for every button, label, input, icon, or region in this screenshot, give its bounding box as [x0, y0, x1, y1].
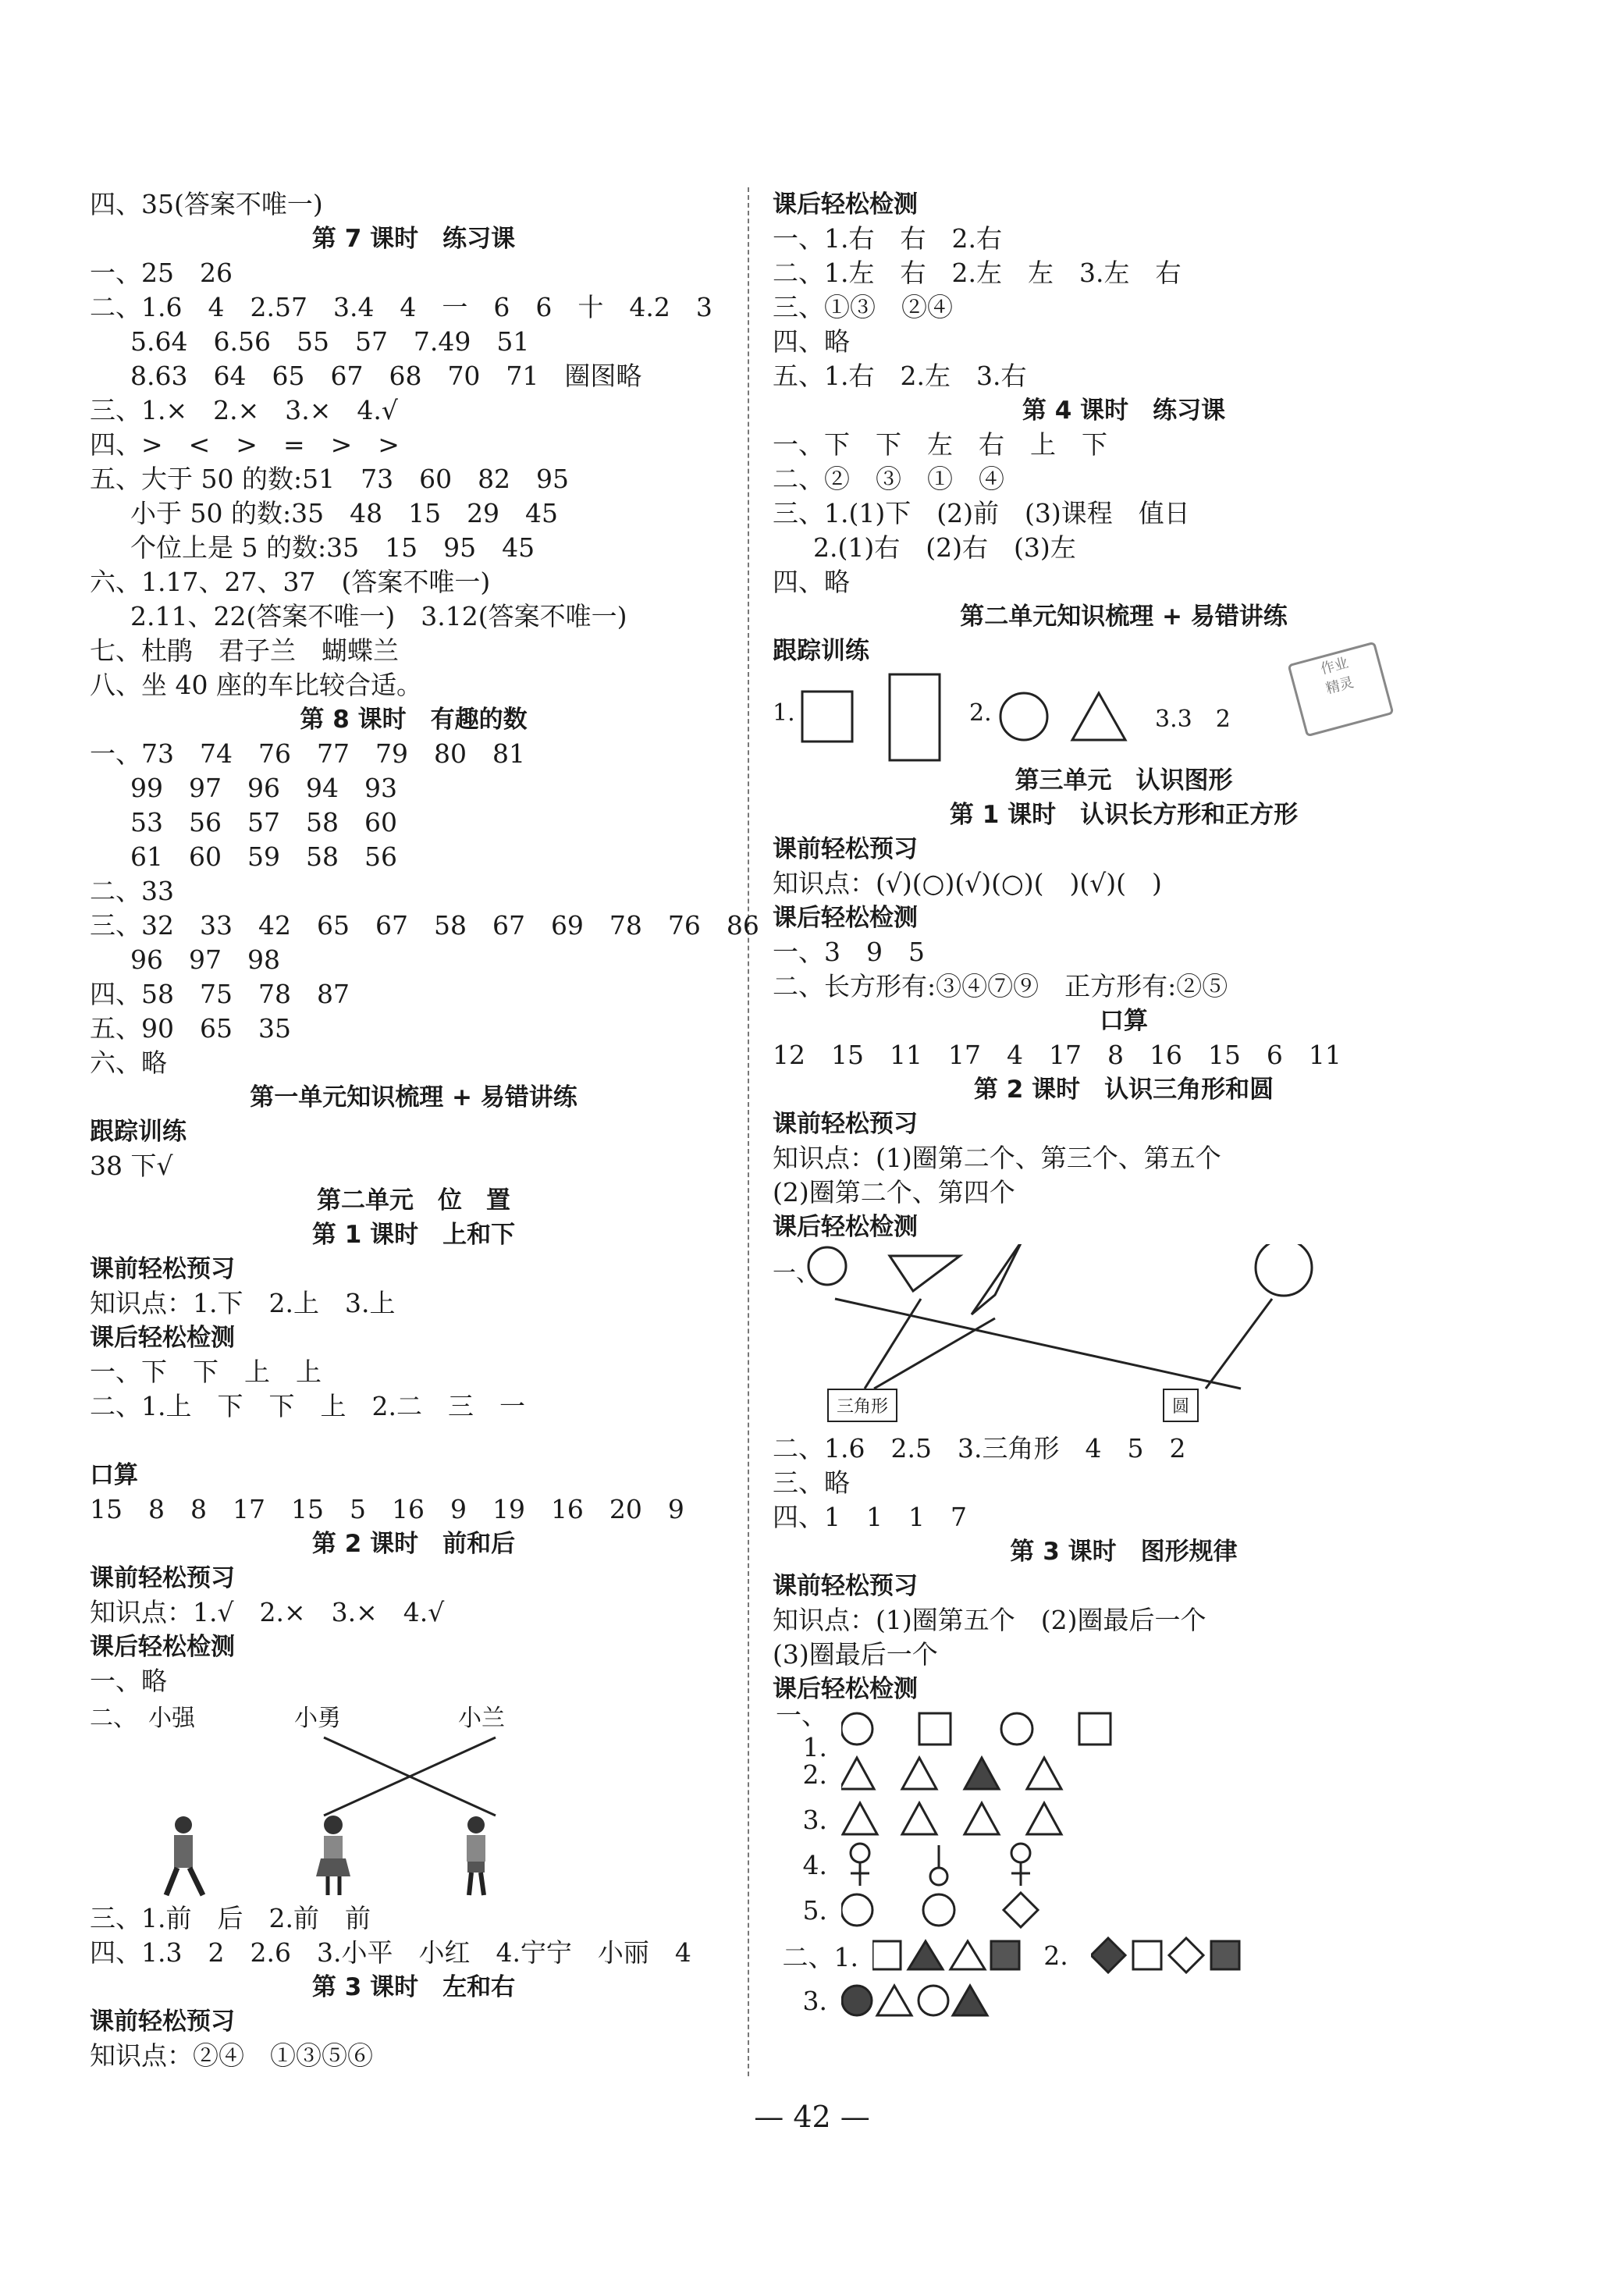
left-line-33: 课后轻松检测: [90, 1324, 235, 1352]
matching-figure: [773, 1244, 1475, 1432]
right2-line-8: 12 15 11 17 4 17 8 16 15 6 11: [773, 1040, 1341, 1070]
left_after-line-4: 知识点：②④ ①③⑤⑥: [90, 2040, 373, 2071]
rectangle-shape: [890, 674, 940, 760]
column-divider: [748, 187, 749, 2076]
right2-line-11: 知识点：(1)圈第二个、第三个、第五个: [773, 1143, 1221, 1173]
child-figure-3: [467, 1816, 485, 1895]
name-xiaolan: 小兰: [458, 1705, 505, 1732]
child-figure-1: [166, 1816, 203, 1895]
tracking-svg: [773, 668, 1475, 763]
right2-line-0: 第三单元 认识图形: [1015, 766, 1233, 795]
right-line-0: 课后轻松检测: [773, 190, 918, 219]
left-line-25: 六、略: [90, 1047, 167, 1078]
connect-line-3: [874, 1318, 995, 1389]
right2-line-5: 一、3 9 5: [773, 937, 925, 967]
right2-line-9: 第 2 课时 认识三角形和圆: [973, 1076, 1274, 1104]
left-after-lines: [90, 1901, 737, 2073]
right-line-2: 二、1.左 右 2.左 左 3.左 右: [773, 258, 1182, 288]
match-prefix: 一、: [773, 1260, 819, 1287]
right2-line-7: 口算: [1100, 1007, 1148, 1035]
right-line-5: 五、1.右 2.左 3.右: [773, 361, 1027, 391]
left-line-40: 课前轻松预习: [90, 1564, 235, 1592]
left_after-line-3: 课前轻松预习: [90, 2008, 235, 2036]
row-label-2: 2.: [1043, 1940, 1068, 1971]
pattern-row-1: [773, 1700, 1475, 1762]
name-xiaoqiang: 小强: [148, 1705, 195, 1732]
row-label: 3.: [802, 1804, 827, 1835]
right3-line-3: 第 3 课时 图形规律: [1010, 1538, 1238, 1566]
left-line-9: 小于 50 的数:35 48 15 29 45: [130, 498, 559, 528]
right3-line-6: (3)圈最后一个: [773, 1639, 938, 1670]
tracking-figure: [773, 668, 1475, 763]
row-label: 二、1.: [782, 1941, 858, 1972]
child-figure-2: [316, 1816, 350, 1895]
left-line-37: 口算: [90, 1461, 138, 1489]
match-triangle-1: [890, 1256, 960, 1291]
triangle-box: 三角形: [827, 1389, 897, 1422]
left-line-11: 六、1.17、27、37 (答案不唯一): [90, 567, 491, 597]
pattern-shapes-5: [841, 1890, 1169, 1929]
square-shape: [802, 692, 852, 742]
left-line-20: 二、33: [90, 876, 174, 906]
tracking-item-2: 2.: [969, 699, 992, 727]
right2-line-10: 课前轻松预习: [773, 1110, 918, 1138]
left-line-27: 跟踪训练: [90, 1118, 187, 1146]
row-label: 3.: [802, 1985, 827, 2016]
right3-line-1: 三、略: [773, 1467, 850, 1498]
stamp-text-2: 精灵: [1324, 674, 1356, 698]
figure-prefix: 二、: [90, 1705, 137, 1732]
left-line-36: [90, 1424, 737, 1458]
left-line-30: 第 1 课时 上和下: [311, 1221, 516, 1249]
right-lines-3: [773, 1432, 1475, 1706]
left-line-43: 一、略: [90, 1666, 167, 1696]
right-column: [773, 187, 1475, 2023]
left_after-line-0: 三、1.前 后 2.前 前: [90, 1903, 371, 1933]
row-label: 一、1.: [776, 1700, 827, 1762]
left-line-22: 96 97 98: [130, 944, 280, 975]
right-lines-1: [773, 187, 1475, 668]
right-line-8: 二、② ③ ① ④: [773, 464, 1004, 494]
right2-line-1: 第 1 课时 认识长方形和正方形: [949, 801, 1299, 829]
match-triangle-2: [972, 1244, 1022, 1314]
left-line-2: 一、25 26: [90, 258, 233, 288]
left-line-42: 课后轻松检测: [90, 1633, 235, 1661]
pattern-row-4: [773, 1842, 1475, 1887]
pattern-row-6: [773, 1933, 1475, 1978]
left_after-line-2: 第 3 课时 左和右: [311, 1973, 516, 2001]
left-line-29: 第二单元 位 置: [317, 1186, 510, 1215]
left-line-10: 个位上是 5 的数:35 15 95 45: [130, 532, 535, 563]
name-xiaoyong: 小勇: [294, 1705, 341, 1732]
right-line-7: 一、下 下 左 右 上 下: [773, 429, 1107, 460]
pattern-row-3: [773, 1797, 1475, 1842]
right3-line-2: 四、1 1 1 7: [773, 1502, 967, 1532]
left-line-28: 38 下√: [90, 1151, 173, 1181]
right-line-10: 2.(1)右 (2)右 (3)左: [813, 532, 1076, 563]
left-line-41: 知识点：1.√ 2.× 3.× 4.√: [90, 1597, 445, 1627]
left-line-26: 第一单元知识梳理 + 易错讲练: [250, 1083, 577, 1111]
connect-line-4: [1206, 1299, 1272, 1389]
left-line-4: 5.64 6.56 55 57 7.49 51: [130, 326, 530, 357]
left-line-19: 61 60 59 58 56: [130, 841, 397, 872]
left_after-line-1: 四、1.3 2 2.6 3.小平 小红 4.宁宁 小丽 4: [90, 1937, 691, 1968]
pattern-shapes-7: [841, 1981, 997, 2020]
left-line-1: 第 7 课时 练习课: [311, 225, 516, 253]
right3-line-5: 知识点：(1)圈第五个 (2)圈最后一个: [773, 1605, 1206, 1635]
left-line-39: 第 2 课时 前和后: [311, 1530, 516, 1558]
pattern-shapes-1: [841, 1709, 1169, 1748]
left-line-23: 四、58 75 78 87: [90, 979, 350, 1009]
right2-line-4: 课后轻松检测: [773, 904, 918, 932]
tracking-item-3: 3.3 2: [1155, 706, 1231, 733]
left-line-35: 二、1.上 下 下 上 2.二 三 一: [90, 1391, 525, 1421]
right2-line-3: 知识点：(√)(○)(√)(○)( )(√)( ): [773, 868, 1162, 898]
row-label: 2.: [802, 1759, 827, 1790]
left-line-21: 三、32 33 42 65 67 58 67 69 78 76 86: [90, 910, 759, 941]
right-line-3: 三、①③ ②④: [773, 292, 953, 322]
right-line-4: 四、略: [773, 326, 850, 357]
left-line-8: 五、大于 50 的数:51 73 60 82 95: [90, 464, 570, 494]
right2-line-13: 课后轻松检测: [773, 1213, 918, 1241]
row-label: 4.: [802, 1849, 827, 1880]
left-line-31: 课前轻松预习: [90, 1255, 235, 1283]
match-circle-2: [1256, 1244, 1312, 1296]
left-line-7: 四、> < > = > >: [90, 429, 400, 460]
row-label: 5.: [802, 1894, 827, 1926]
right-line-6: 第 4 课时 练习课: [1022, 397, 1226, 425]
right3-line-0: 二、1.6 2.5 3.三角形 4 5 2: [773, 1433, 1186, 1464]
left-lines: [90, 187, 759, 1698]
left-line-12: 2.11、22(答案不唯一) 3.12(答案不唯一): [130, 601, 627, 631]
right2-line-6: 二、长方形有:③④⑦⑨ 正方形有:②⑤: [773, 971, 1228, 1001]
left-line-34: 一、下 下 上 上: [90, 1357, 322, 1387]
pattern-shapes-3: [841, 1800, 1169, 1839]
right-line-13: 跟踪训练: [773, 637, 869, 665]
stamp-text-1: 作业: [1319, 654, 1351, 678]
right-line-1: 一、1.右 右 2.右: [773, 223, 1002, 254]
left-line-17: 99 97 96 94 93: [130, 773, 397, 803]
pattern-shapes-2: [841, 1755, 1169, 1794]
pattern-row-5: [773, 1887, 1475, 1933]
right-line-9: 三、1.(1)下 (2)前 (3)课程 值日: [773, 498, 1190, 528]
left-line-15: 第 8 课时 有趣的数: [300, 706, 528, 734]
circle-shape: [1000, 693, 1047, 740]
right-lines-2: [773, 763, 1475, 1244]
left-line-3: 二、1.6 4 2.57 3.4 4 一 6 6 十 4.2 3: [90, 292, 712, 322]
right-line-11: 四、略: [773, 567, 850, 597]
left-line-5: 8.63 64 65 67 68 70 71 圈图略: [130, 361, 642, 391]
left-line-13: 七、杜鹃 君子兰 蝴蝶兰: [90, 635, 399, 666]
left-line-0: 四、35(答案不唯一): [90, 189, 323, 219]
tracking-item-1: 1.: [773, 699, 795, 727]
left-line-6: 三、1.× 2.× 3.× 4.√: [90, 395, 398, 425]
left-line-18: 53 56 57 58 60: [130, 807, 397, 838]
pattern-figure: [773, 1700, 1475, 2023]
pattern-row-2: [773, 1752, 1475, 1797]
right3-line-7: 课后轻松检测: [773, 1675, 918, 1703]
pattern-shapes-6a: [872, 1936, 1021, 1975]
pattern-row-7: [773, 1978, 1475, 2023]
left-line-14: 八、坐 40 座的车比较合适。: [90, 670, 422, 700]
left-line-16: 一、73 74 76 77 79 80 81: [90, 738, 525, 769]
right-line-12: 第二单元知识梳理 + 易错讲练: [960, 603, 1288, 631]
pattern-shapes-6b: [1091, 1936, 1247, 1975]
right3-line-4: 课前轻松预习: [773, 1572, 918, 1600]
front-back-figure: [90, 1698, 737, 1901]
left-line-38: 15 8 8 17 15 5 16 9 19 16 20 9: [90, 1494, 684, 1524]
left-line-24: 五、90 65 35: [90, 1013, 291, 1044]
pattern-shapes-4: [841, 1842, 1169, 1887]
right2-line-12: (2)圈第二个、第四个: [773, 1177, 1015, 1207]
right2-line-2: 课前轻松预习: [773, 835, 918, 863]
left-column: [90, 187, 759, 2073]
circle-box: 圆: [1163, 1389, 1199, 1422]
triangle-shape: [1072, 693, 1125, 740]
left-line-32: 知识点：1.下 2.上 3.上: [90, 1288, 396, 1318]
page-number: — 42 —: [754, 2100, 870, 2134]
